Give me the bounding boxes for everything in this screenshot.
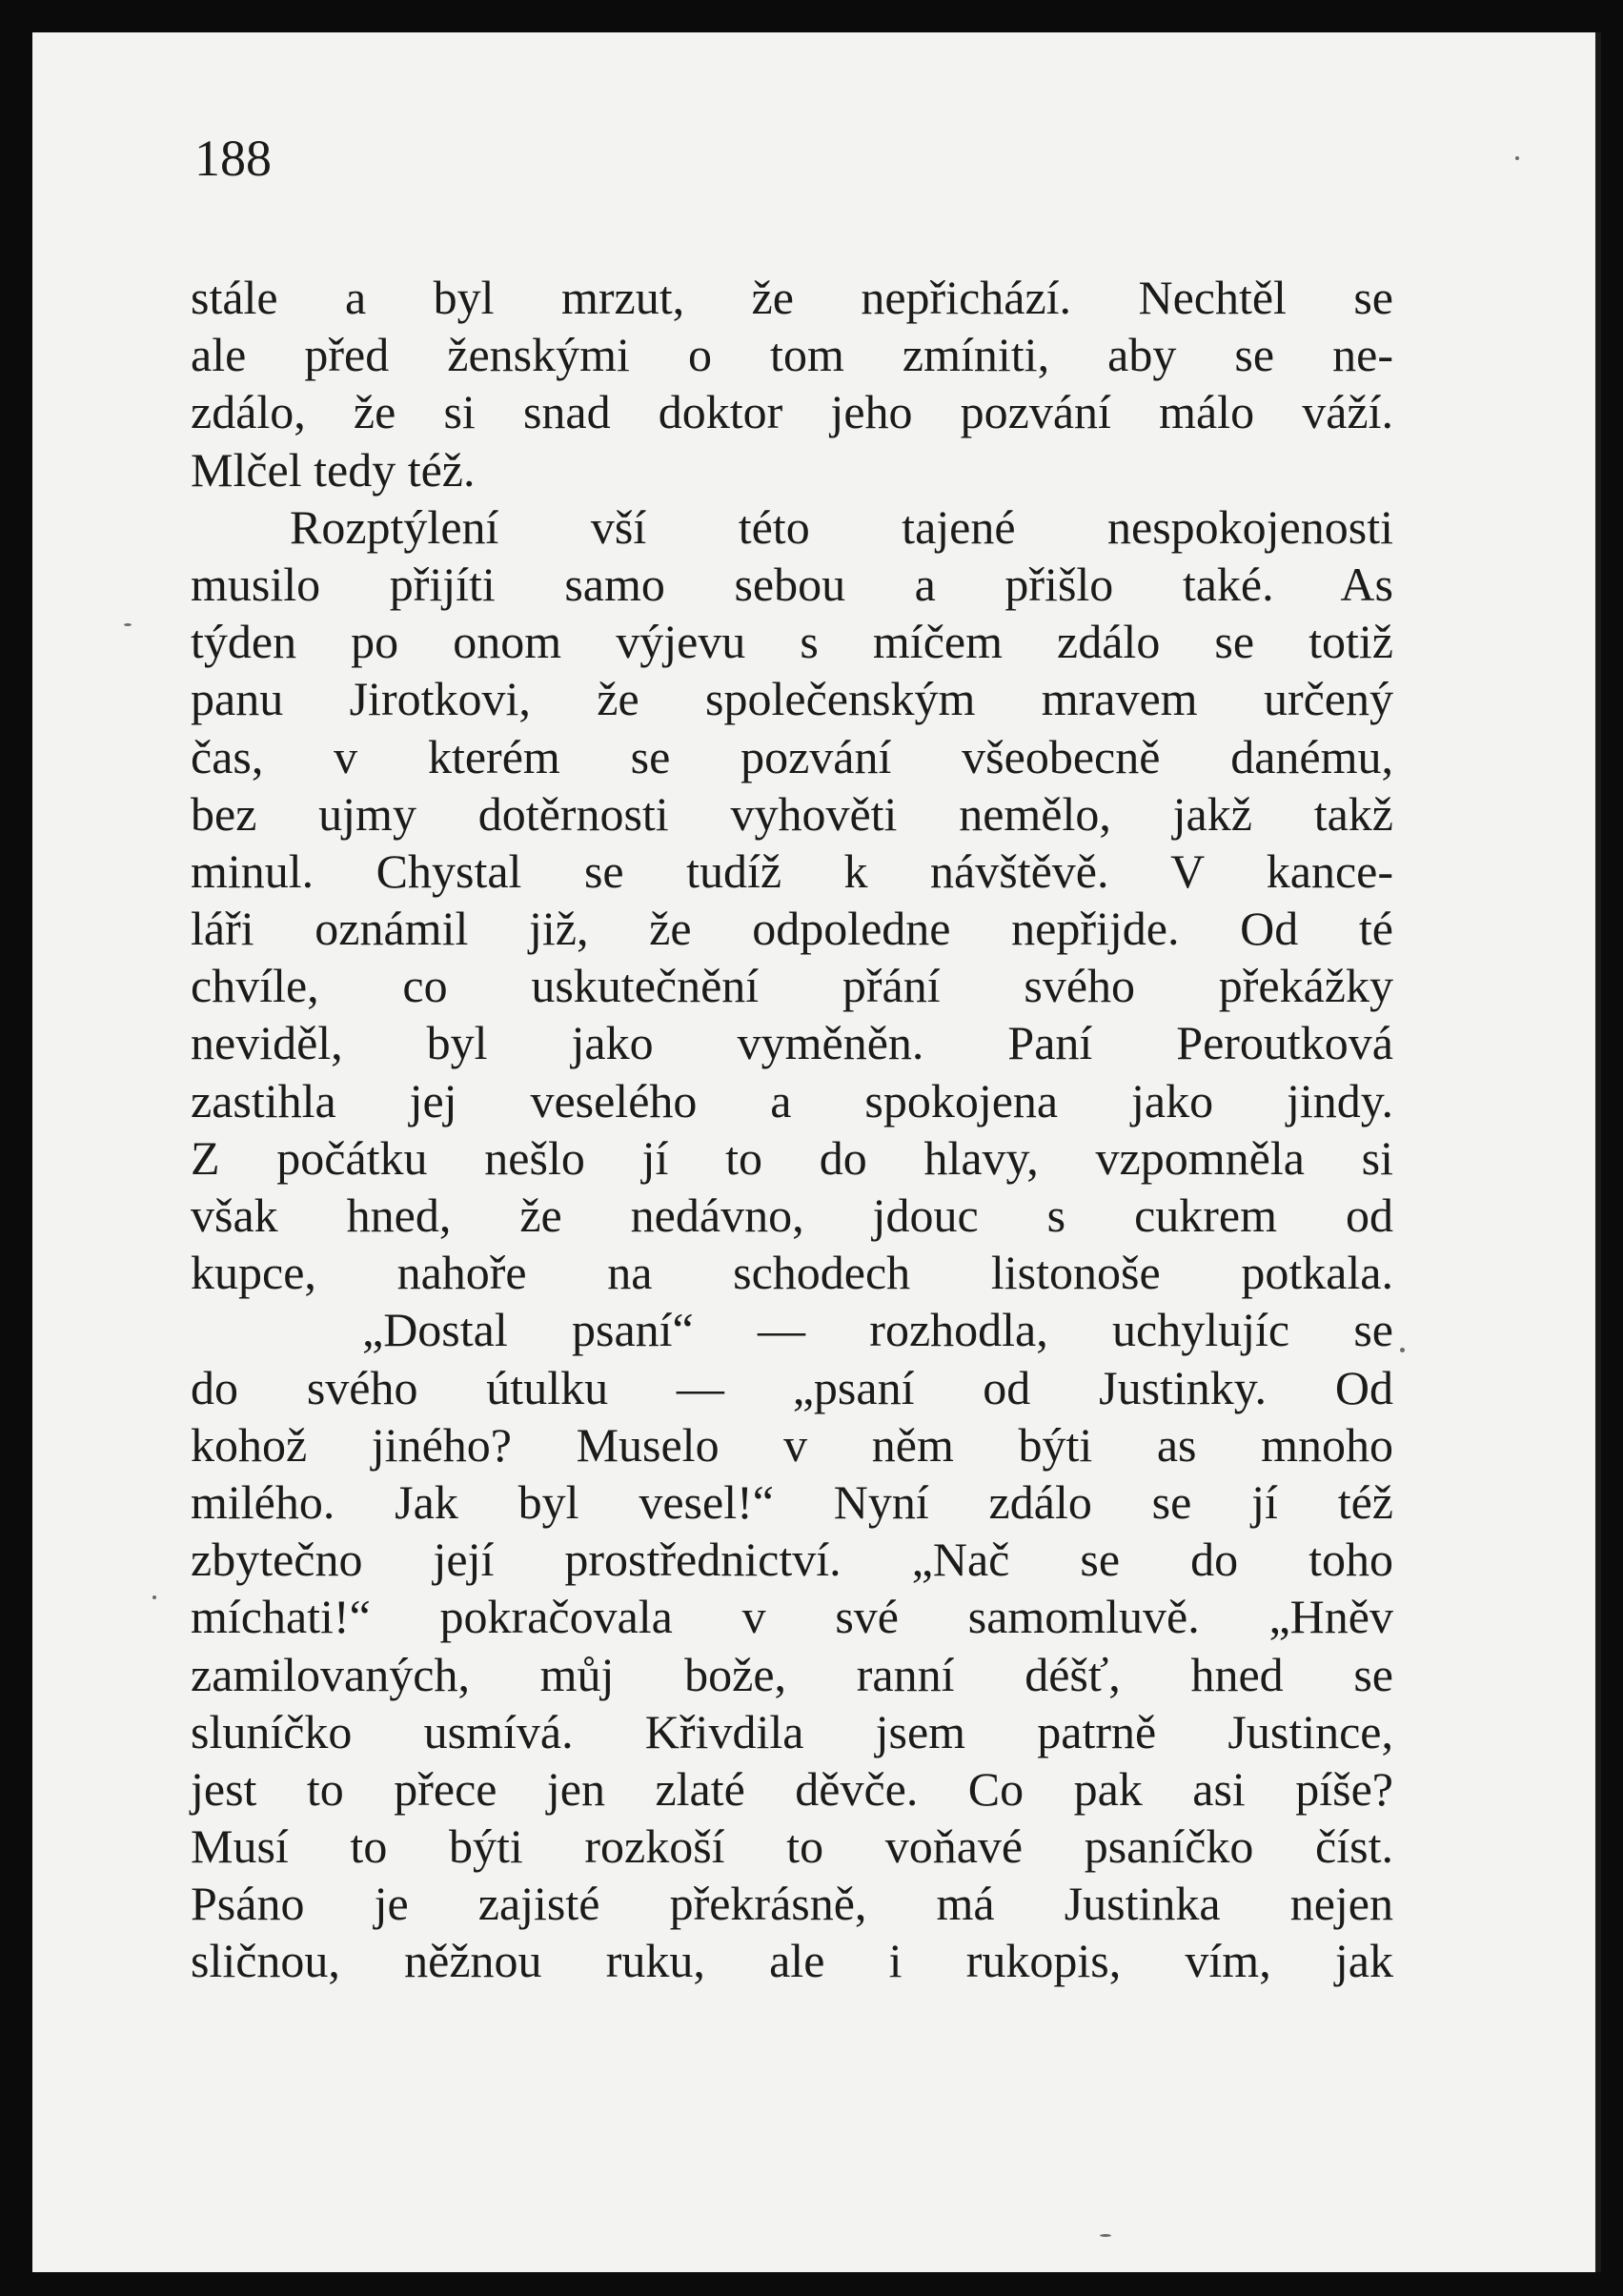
scan-speck xyxy=(1400,1348,1405,1352)
text-line: neviděl, byl jako vyměněn. Paní Peroutková xyxy=(191,1016,1393,1070)
text-line: zastihla jej veselého a spokojena jako jindy. xyxy=(191,1073,1393,1128)
text-line: jest to přece jen zlaté děvče. Co pak asi píše? xyxy=(191,1761,1393,1816)
text-line: láři oznámil již, že odpoledne nepřijde. Od té xyxy=(191,902,1393,956)
text-line: „Dostal psaní“ — rozhodla, uchylujíc se xyxy=(362,1303,1393,1357)
text-line: však hned, že nedávno, jdouc s cukrem od xyxy=(191,1189,1393,1242)
scan-speck xyxy=(152,1595,156,1599)
body-text xyxy=(191,269,1393,1990)
text-line: Z počátku nešlo jí to do hlavy, vzpomněla si xyxy=(191,1130,1393,1185)
text-line: sluníčko usmívá. Křivdila jsem patrně Justince, xyxy=(191,1704,1393,1758)
text-line: zbytečno její prostřednictví. „Nač se do toho xyxy=(191,1533,1393,1587)
text-line: týden po onom výjevu s míčem zdálo se totiž xyxy=(191,615,1393,669)
text-line: kohož jiného? Muselo v něm býti as mnoho xyxy=(191,1417,1393,1472)
text-line: milého. Jak byl vesel!“ Nyní zdálo se jí též xyxy=(191,1474,1393,1529)
text-line: sličnou, něžnou ruku, ale i rukopis, vím, jak xyxy=(191,1934,1393,1988)
text-line: kupce, nahoře na schodech listonoše potkala. xyxy=(191,1246,1393,1300)
book-page xyxy=(32,32,1601,2272)
text-line: musilo přijíti samo sebou a přišlo také. As xyxy=(191,557,1393,611)
text-line: panu Jirotkovi, že společenským mravem určený xyxy=(191,672,1393,726)
text-line: míchati!“ pokračovala v své samomluvě. „Hněv xyxy=(191,1590,1393,1644)
scan-speck xyxy=(124,623,132,626)
scan-speck xyxy=(1515,156,1519,160)
text-line: stále a byl mrzut, že nepřichází. Nechtěl se xyxy=(191,271,1393,324)
text-line: bez ujmy dotěrnosti vyhověti nemělo, jakž takž xyxy=(191,786,1393,841)
text-line: Mlčel tedy též. xyxy=(191,442,476,497)
scan-speck xyxy=(1100,2234,1111,2237)
text-line: chvíle, co uskutečnění přání svého překážky xyxy=(191,959,1393,1013)
text-line: Rozptýlení vší této tajené nespokojenosti xyxy=(290,499,1393,554)
text-line: zdálo, že si snad doktor jeho pozvání málo váží. xyxy=(191,385,1393,439)
text-line: Psáno je zajisté překrásně, má Justinka nejen xyxy=(191,1877,1393,1931)
text-line: ale před ženskými o tom zmíniti, aby se ne- xyxy=(191,328,1393,382)
text-line: do svého útulku — „psaní od Justinky. Od xyxy=(191,1360,1393,1414)
text-line: čas, v kterém se pozvání všeobecně danému, xyxy=(191,729,1393,783)
page-number: 188 xyxy=(194,130,272,187)
text-line: minul. Chystal se tudíž k návštěvě. V kance- xyxy=(191,843,1393,898)
text-line: zamilovaných, můj bože, ranní déšť, hned se xyxy=(191,1647,1393,1701)
text-line: Musí to býti rozkoší to voňavé psaníčko číst. xyxy=(191,1819,1393,1874)
